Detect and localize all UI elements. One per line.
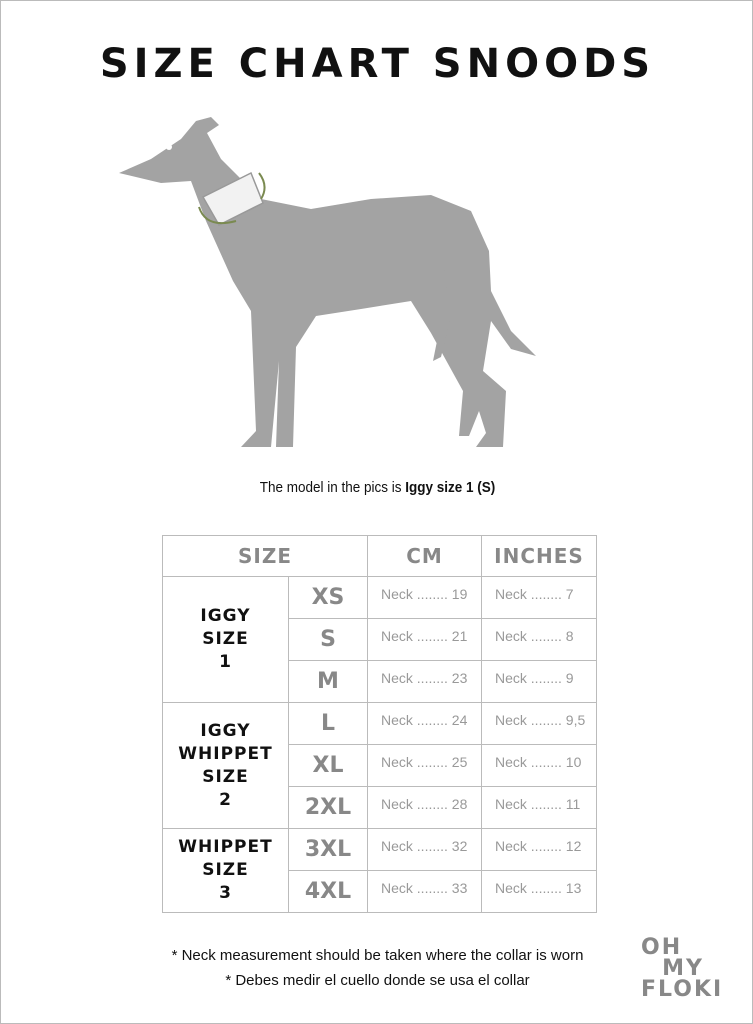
neck-inches: Neck ........ 7 bbox=[482, 577, 597, 619]
caption-model-size: Iggy size 1 (S) bbox=[405, 479, 496, 496]
size-group-line: 3 bbox=[219, 883, 232, 903]
logo-line: OH bbox=[641, 935, 683, 960]
table-header-row bbox=[163, 536, 597, 577]
table-row bbox=[163, 703, 597, 745]
size-group-line: SIZE bbox=[202, 629, 249, 649]
model-caption bbox=[39, 479, 717, 496]
size-group-line: IGGY bbox=[200, 720, 251, 741]
size-group-line: WHIPPET bbox=[178, 743, 273, 764]
size-label: 3XL bbox=[289, 829, 368, 871]
brand-logo bbox=[641, 935, 724, 1002]
page-title: SIZE CHART SNOODS bbox=[99, 41, 656, 87]
size-group-label bbox=[163, 703, 289, 829]
size-label: 4XL bbox=[289, 871, 368, 913]
greyhound-illustration bbox=[111, 111, 551, 461]
neck-cm: Neck ........ 24 bbox=[368, 703, 482, 745]
neck-cm: Neck ........ 32 bbox=[368, 829, 482, 871]
size-label: XS bbox=[289, 577, 368, 619]
neck-cm: Neck ........ 21 bbox=[368, 619, 482, 661]
size-group-label bbox=[163, 829, 289, 913]
logo-line: FLOKI bbox=[641, 977, 724, 1002]
neck-cm: Neck ........ 19 bbox=[368, 577, 482, 619]
note-spanish: * Debes medir el cuello donde se usa el collar bbox=[225, 972, 530, 989]
header-inches: INCHES bbox=[482, 536, 597, 577]
neck-inches: Neck ........ 9 bbox=[482, 661, 597, 703]
header-cm: CM bbox=[368, 536, 482, 577]
size-group-line: WHIPPET bbox=[178, 837, 273, 857]
table-row bbox=[163, 577, 597, 619]
neck-inches: Neck ........ 11 bbox=[482, 787, 597, 829]
size-table bbox=[162, 535, 597, 913]
neck-inches: Neck ........ 9,5 bbox=[482, 703, 597, 745]
size-group-line: 1 bbox=[219, 652, 232, 672]
neck-cm: Neck ........ 33 bbox=[368, 871, 482, 913]
size-group-line: IGGY bbox=[200, 606, 251, 626]
neck-cm: Neck ........ 23 bbox=[368, 661, 482, 703]
size-label: M bbox=[289, 661, 368, 703]
neck-inches: Neck ........ 12 bbox=[482, 829, 597, 871]
size-label: XL bbox=[289, 745, 368, 787]
size-group-line: 2 bbox=[219, 789, 232, 810]
logo-line: MY bbox=[662, 956, 704, 981]
note-english: * Neck measurement should be taken where the collar is worn bbox=[171, 947, 584, 964]
neck-inches: Neck ........ 13 bbox=[482, 871, 597, 913]
size-label: S bbox=[289, 619, 368, 661]
size-label: L bbox=[289, 703, 368, 745]
neck-inches: Neck ........ 10 bbox=[482, 745, 597, 787]
neck-cm: Neck ........ 25 bbox=[368, 745, 482, 787]
size-group-label bbox=[163, 577, 289, 703]
caption-text: The model in the pics is bbox=[259, 479, 406, 496]
neck-inches: Neck ........ 8 bbox=[482, 619, 597, 661]
neck-cm: Neck ........ 28 bbox=[368, 787, 482, 829]
table-row bbox=[163, 829, 597, 871]
size-group-line: SIZE bbox=[202, 766, 249, 787]
size-label: 2XL bbox=[289, 787, 368, 829]
size-group-line: SIZE bbox=[202, 860, 249, 880]
header-size: SIZE bbox=[163, 536, 368, 577]
